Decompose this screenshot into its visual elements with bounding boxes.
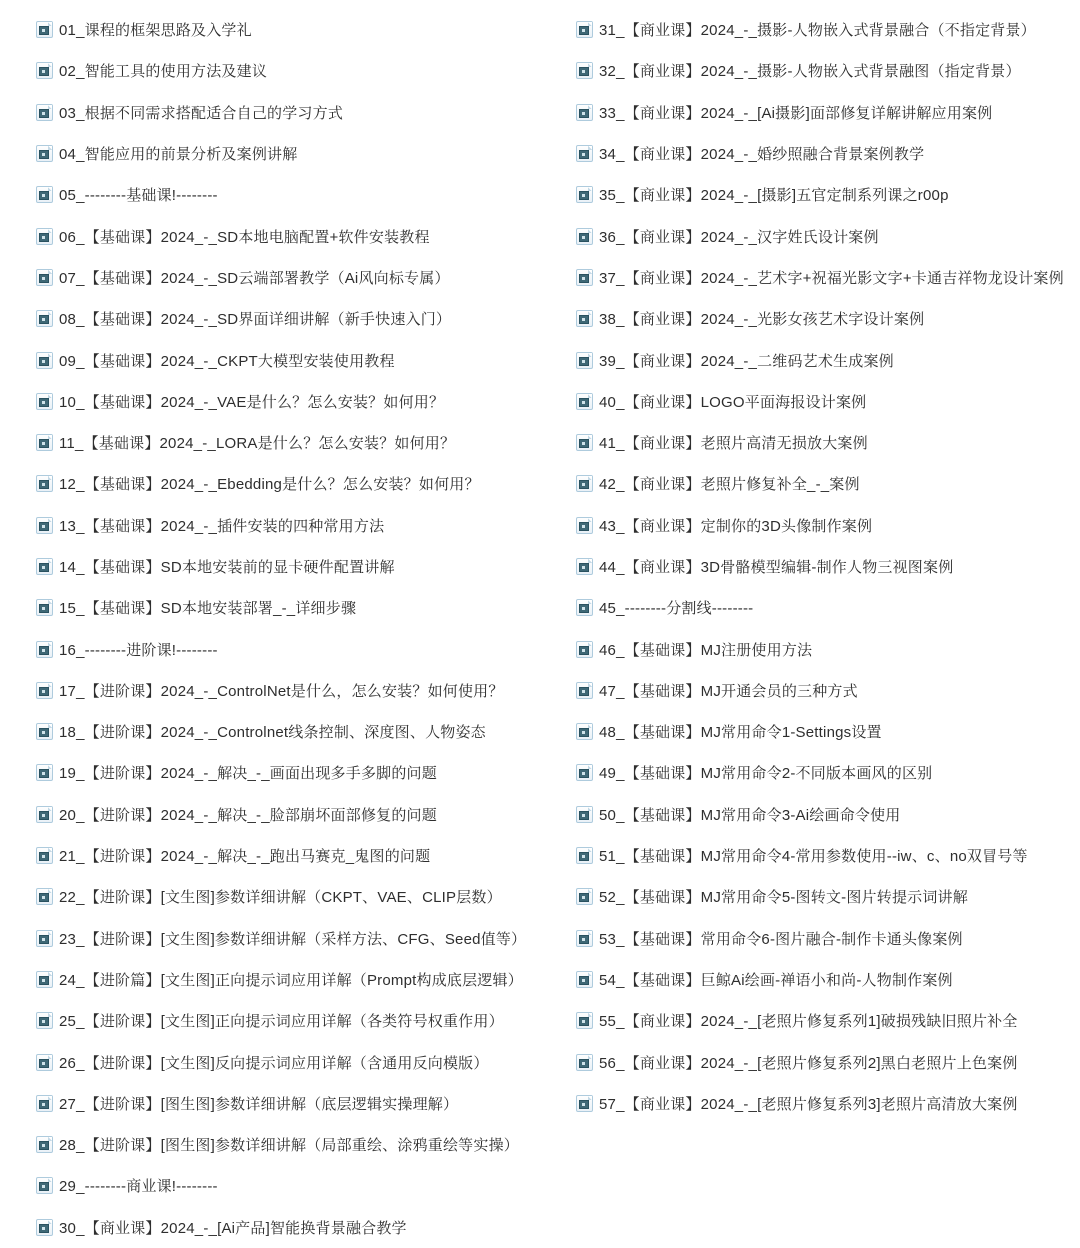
file-name: 51_【基础课】MJ常用命令4-常用参数使用--iw、c、no双冒号等 [599,848,1028,866]
video-file-icon [36,475,53,492]
file-item[interactable] [576,711,1080,752]
video-file-icon [36,352,53,369]
file-name: 08_【基础课】2024_-_SD界面详细讲解（新手快速入门） [59,311,452,329]
video-file-icon [576,186,593,203]
video-file-icon [576,310,593,327]
file-item[interactable] [576,1041,1080,1082]
video-file-icon [36,145,53,162]
video-file-icon [576,930,593,947]
file-name: 41_【商业课】老照片高清无损放大案例 [599,435,868,453]
file-item[interactable] [576,794,1080,835]
file-item[interactable] [36,1165,566,1206]
video-file-icon [576,104,593,121]
file-name: 31_【商业课】2024_-_摄影-人物嵌入式背景融合（不指定背景） [599,22,1036,40]
file-item[interactable] [36,835,566,876]
file-item[interactable] [36,959,566,1000]
file-item[interactable] [576,1000,1080,1041]
video-file-icon [36,104,53,121]
file-name: 39_【商业课】2024_-_二维码艺术生成案例 [599,352,894,370]
file-item[interactable] [36,670,566,711]
video-file-icon [576,764,593,781]
file-item[interactable] [36,381,566,422]
file-name: 32_【商业课】2024_-_摄影-人物嵌入式背景融图（指定背景） [599,63,1021,81]
video-file-icon [36,599,53,616]
file-name: 40_【商业课】LOGO平面海报设计案例 [599,393,867,411]
file-item[interactable] [576,92,1080,133]
video-file-icon [576,847,593,864]
file-name: 54_【基础课】巨鲸Ai绘画-禅语小和尚-人物制作案例 [599,971,953,989]
file-name: 19_【进阶课】2024_-_解决_-_画面出现多手多脚的问题 [59,765,437,783]
file-name: 11_【基础课】2024_-_LORA是什么？怎么安装？如何用？ [59,435,456,453]
file-item[interactable] [576,505,1080,546]
video-file-icon [576,971,593,988]
file-item[interactable] [36,1083,566,1124]
video-file-icon [36,310,53,327]
file-name: 46_【基础课】MJ注册使用方法 [599,641,813,659]
file-item[interactable] [36,422,566,463]
file-name: 42_【商业课】老照片修复补全_-_案例 [599,476,860,494]
video-file-icon [576,599,593,616]
file-name: 07_【基础课】2024_-_SD云端部署教学（Ai风向标专属） [59,269,450,287]
file-name: 26_【进阶课】[文生图]反向提示词应用详解（含通用反向模版） [59,1054,489,1072]
video-file-icon [36,517,53,534]
video-file-icon [576,517,593,534]
file-item[interactable] [576,1083,1080,1124]
file-item[interactable] [36,628,566,669]
file-item[interactable] [36,794,566,835]
file-name: 20_【进阶课】2024_-_解决_-_脸部崩坏面部修复的问题 [59,806,437,824]
video-file-icon [576,228,593,245]
video-file-icon [36,269,53,286]
video-file-icon [576,682,593,699]
file-name: 15_【基础课】SD本地安装部署_-_详细步骤 [59,600,357,618]
file-name: 47_【基础课】MJ开通会员的三种方式 [599,682,858,700]
file-item[interactable] [576,339,1080,380]
video-file-icon [576,641,593,658]
video-file-icon [36,434,53,451]
file-item[interactable] [576,257,1080,298]
file-name: 50_【基础课】MJ常用命令3-Ai绘画命令使用 [599,806,901,824]
file-name: 03_根据不同需求搭配适合自己的学习方式 [59,104,344,122]
video-file-icon [36,186,53,203]
file-item[interactable] [36,876,566,917]
file-name: 14_【基础课】SD本地安装前的显卡硬件配置讲解 [59,559,395,576]
video-file-icon [36,21,53,38]
video-file-icon [36,393,53,410]
file-item[interactable] [576,628,1080,669]
file-name: 13_【基础课】2024_-_插件安装的四种常用方法 [59,517,385,535]
file-item[interactable] [576,50,1080,91]
file-name: 23_【进阶课】[文生图]参数详细讲解（采样方法、CFG、Seed值等） [59,930,527,948]
video-file-icon [576,806,593,823]
file-item[interactable] [36,587,566,628]
file-item[interactable] [576,876,1080,917]
file-name: 30_【商业课】2024_-_[Ai产品]智能换背景融合教学 [59,1219,407,1237]
video-file-icon [576,558,593,575]
file-name: 12_【基础课】2024_-_Ebedding是什么？怎么安装？如何用？ [59,476,480,494]
file-name: 24_【进阶篇】[文生图]正向提示词应用详解（Prompt构成底层逻辑） [59,971,523,989]
video-file-icon [36,228,53,245]
file-item[interactable] [36,1207,566,1248]
file-name: 29_--------商业课!-------- [59,1178,218,1196]
file-item[interactable] [576,463,1080,504]
file-name: 28_【进阶课】[图生图]参数详细讲解（局部重绘、涂鸦重绘等实操） [59,1137,519,1155]
file-item[interactable] [576,670,1080,711]
file-item[interactable] [36,505,566,546]
file-item[interactable] [576,835,1080,876]
file-item[interactable] [36,711,566,752]
file-name: 36_【商业课】2024_-_汉字姓氏设计案例 [599,228,879,246]
file-name: 02_智能工具的使用方法及建议 [59,63,268,81]
file-item[interactable] [36,298,566,339]
file-item[interactable] [36,1041,566,1082]
file-item[interactable] [36,1124,566,1165]
file-item[interactable] [36,9,566,50]
video-file-icon [36,930,53,947]
file-column-left [36,9,566,1248]
file-item[interactable] [576,959,1080,1000]
file-item[interactable] [36,463,566,504]
file-name: 43_【商业课】定制你的3D头像制作案例 [599,517,873,535]
file-name: 53_【基础课】常用命令6-图片融合-制作卡通头像案例 [599,930,963,948]
video-file-icon [36,764,53,781]
file-item[interactable] [576,9,1080,50]
file-name: 22_【进阶课】[文生图]参数详细讲解（CKPT、VAE、CLIP层数） [59,889,502,907]
file-name: 38_【商业课】2024_-_光影女孩艺术字设计案例 [599,311,925,329]
file-name: 25_【进阶课】[文生图]正向提示词应用详解（各类符号权重作用） [59,1013,504,1031]
file-name: 44_【商业课】3D骨骼模型编辑-制作人物三视图案例 [599,559,954,576]
file-item[interactable] [36,92,566,133]
video-file-icon [576,269,593,286]
video-file-icon [36,1136,53,1153]
file-item[interactable] [576,587,1080,628]
file-item[interactable] [576,381,1080,422]
file-item[interactable] [576,174,1080,215]
video-file-icon [576,475,593,492]
file-name: 17_【进阶课】2024_-_ControlNet是什么，怎么安装？如何使用？ [59,682,504,700]
file-item[interactable] [36,50,566,91]
video-file-icon [576,393,593,410]
video-file-icon [36,62,53,79]
file-name: 10_【基础课】2024_-_VAE是什么？怎么安装？如何用？ [59,393,445,411]
video-file-icon [36,1177,53,1194]
video-file-icon [36,806,53,823]
file-item[interactable] [576,918,1080,959]
video-file-icon [36,1054,53,1071]
file-name: 48_【基础课】MJ常用命令1-Settings设置 [599,724,882,742]
file-item[interactable] [36,174,566,215]
file-name: 33_【商业课】2024_-_[Ai摄影]面部修复详解讲解应用案例 [599,104,993,122]
file-name: 35_【商业课】2024_-_[摄影]五官定制系列课之r00p [599,187,949,205]
file-item[interactable] [36,339,566,380]
file-column-right [576,9,1080,1124]
file-item[interactable] [36,752,566,793]
video-file-icon [576,1054,593,1071]
file-name: 56_【商业课】2024_-_[老照片修复系列2]黑白老照片上色案例 [599,1054,1018,1072]
video-file-icon [36,1012,53,1029]
file-item[interactable] [576,133,1080,174]
file-name: 45_--------分割线-------- [599,600,754,618]
file-name: 04_智能应用的前景分析及案例讲解 [59,146,298,164]
video-file-icon [576,723,593,740]
video-file-icon [576,21,593,38]
video-file-icon [36,641,53,658]
video-file-icon [36,847,53,864]
file-item[interactable] [36,133,566,174]
file-item[interactable] [576,215,1080,256]
file-name: 27_【进阶课】[图生图]参数详细讲解（底层逻辑实操理解） [59,1095,459,1113]
file-item[interactable] [576,752,1080,793]
file-item[interactable] [576,422,1080,463]
file-name: 49_【基础课】MJ常用命令2-不同版本画风的区别 [599,765,933,783]
file-name: 57_【商业课】2024_-_[老照片修复系列3]老照片高清放大案例 [599,1095,1018,1113]
file-name: 37_【商业课】2024_-_艺术字+祝福光影文字+卡通吉祥物龙设计案例 [599,269,1064,287]
file-item[interactable] [36,918,566,959]
file-name: 52_【基础课】MJ常用命令5-图转文-图片转提示词讲解 [599,889,968,907]
video-file-icon [36,971,53,988]
file-name: 21_【进阶课】2024_-_解决_-_跑出马赛克_鬼图的问题 [59,848,431,866]
file-item[interactable] [576,546,1080,587]
file-name: 34_【商业课】2024_-_婚纱照融合背景案例教学 [599,146,925,164]
file-item[interactable] [36,257,566,298]
video-file-icon [576,888,593,905]
video-file-icon [36,558,53,575]
file-item[interactable] [36,215,566,256]
file-name: 16_--------进阶课!-------- [59,641,218,659]
video-file-icon [576,62,593,79]
video-file-icon [36,723,53,740]
video-file-icon [576,434,593,451]
file-name: 55_【商业课】2024_-_[老照片修复系列1]破损残缺旧照片补全 [599,1013,1018,1031]
file-name: 09_【基础课】2024_-_CKPT大模型安装使用教程 [59,352,395,370]
video-file-icon [36,1219,53,1236]
file-name: 18_【进阶课】2024_-_Controlnet线条控制、深度图、人物姿态 [59,724,486,742]
video-file-icon [576,352,593,369]
file-name: 05_--------基础课!-------- [59,187,218,205]
video-file-icon [576,1012,593,1029]
file-name: 06_【基础课】2024_-_SD本地电脑配置+软件安装教程 [59,228,430,246]
file-name: 01_课程的框架思路及入学礼 [59,22,252,40]
file-item[interactable] [36,1000,566,1041]
file-item[interactable] [576,298,1080,339]
video-file-icon [36,1095,53,1112]
video-file-icon [36,888,53,905]
video-file-icon [576,145,593,162]
file-item[interactable] [36,546,566,587]
video-file-icon [36,682,53,699]
video-file-icon [576,1095,593,1112]
